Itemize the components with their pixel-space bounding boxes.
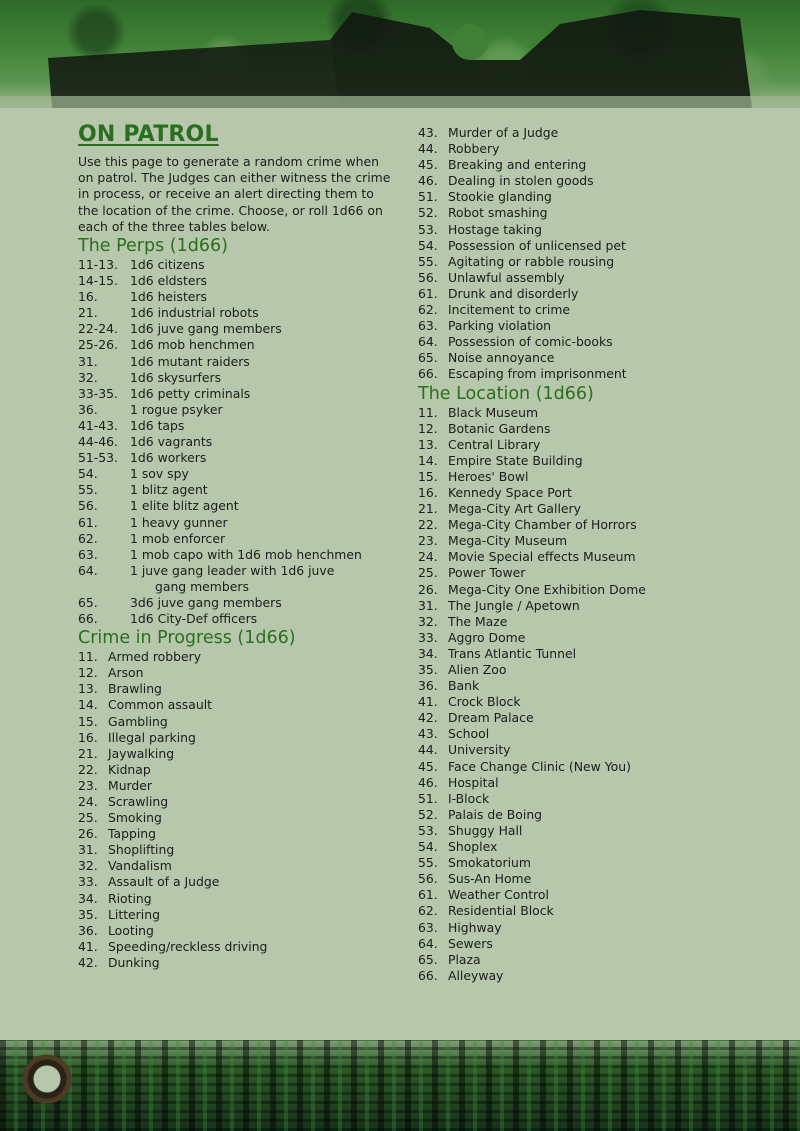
row-text: Plaza [448, 951, 481, 967]
row-text: 1d6 vagrants [130, 434, 213, 450]
roll-number: 46. [418, 774, 438, 790]
row-text: Incitement to crime [448, 302, 571, 318]
row-text: The Jungle / Apetown [448, 597, 580, 613]
roll-number: 45. [418, 157, 438, 173]
roll-number: 44-46. [78, 434, 118, 450]
roll-number: 63. [418, 919, 438, 935]
roll-number: 61. [78, 514, 98, 530]
roll-number: 11-13. [78, 257, 118, 273]
row-text: 1d6 City-Def officers [130, 611, 258, 627]
table-row [78, 482, 398, 498]
table-row [78, 665, 398, 681]
row-text: Mega-City Art Gallery [448, 501, 581, 517]
roll-number: 31. [78, 842, 98, 858]
roll-number: 44. [418, 742, 438, 758]
roll-number: 32. [78, 369, 98, 385]
roll-number: 46. [418, 173, 438, 189]
row-text: Agitating or rabble rousing [448, 253, 615, 269]
roll-number: 65. [418, 350, 438, 366]
roll-number: 53. [418, 822, 438, 838]
table-row [418, 759, 788, 775]
table-row [418, 302, 788, 318]
roll-number: 56. [418, 269, 438, 285]
table-row [418, 453, 788, 469]
row-text: Stookie glanding [448, 189, 552, 205]
roll-number: 22. [418, 517, 438, 533]
row-text: Parking violation [448, 318, 552, 334]
table-row [418, 485, 788, 501]
row-text: 1d6 eldsters [130, 273, 207, 289]
row-text: 1d6 petty criminals [130, 385, 251, 401]
row-text: Murder of a Judge [448, 125, 559, 140]
roll-number: 14-15. [78, 273, 118, 289]
roll-number: 22-24. [78, 321, 118, 337]
roll-number: 66. [418, 967, 438, 983]
table-row [78, 370, 398, 386]
roll-number: 66. [78, 611, 98, 627]
table-row [418, 887, 788, 903]
table-row [418, 421, 788, 437]
table-row [78, 810, 398, 826]
row-text: Jaywalking [108, 745, 175, 761]
roll-number: 25. [78, 810, 98, 826]
table-row [78, 778, 398, 794]
row-text: University [448, 742, 511, 758]
row-text: Smokatorium [448, 855, 531, 871]
row-text: Bank [448, 678, 480, 694]
row-text: Kennedy Space Port [448, 484, 572, 500]
table-row [78, 730, 398, 746]
roll-number: 14. [418, 452, 438, 468]
table-row [78, 794, 398, 810]
row-text: Black Museum [448, 404, 539, 420]
roll-number: 41-43. [78, 417, 118, 433]
row-text: Mega-City Museum [448, 533, 568, 549]
table-row [418, 839, 788, 855]
roll-number: 16. [78, 729, 98, 745]
table-row [418, 646, 788, 662]
table-row [78, 354, 398, 370]
table-row [78, 273, 398, 289]
table-row [78, 714, 398, 730]
roll-number: 13. [78, 681, 98, 697]
roll-number: 54. [78, 466, 98, 482]
row-text: Smoking [108, 810, 162, 826]
table-row [78, 418, 398, 434]
row-text: Noise annoyance [448, 350, 555, 366]
row-text: Hospital [448, 774, 499, 790]
table-row [418, 871, 788, 887]
roll-number: 55. [418, 855, 438, 871]
roll-number: 32. [78, 858, 98, 874]
table-row [78, 681, 398, 697]
table-row [418, 366, 788, 382]
row-text: Assault of a Judge [108, 874, 220, 890]
row-text: 1d6 mutant raiders [130, 353, 250, 369]
table-row [78, 321, 398, 337]
roll-number: 25-26. [78, 337, 118, 353]
row-text: Arson [108, 665, 144, 681]
table-row [78, 891, 398, 907]
roll-number: 51-53. [78, 450, 118, 466]
row-text: 1d6 juve gang members [130, 321, 282, 337]
roll-number: 54. [418, 237, 438, 253]
left-column [78, 118, 398, 971]
roll-number: 35. [78, 906, 98, 922]
row-text: Unlawful assembly [448, 269, 565, 285]
row-text-continued: gang members [155, 578, 249, 594]
row-text: 1d6 heisters [130, 289, 207, 305]
row-text: 1 blitz agent [130, 482, 208, 498]
roll-number: 52. [418, 205, 438, 221]
row-text: 1d6 skysurfers [130, 369, 222, 385]
row-text: Robbery [448, 141, 500, 157]
table-row [418, 936, 788, 952]
table-row [418, 630, 788, 646]
roll-number: 31. [78, 353, 98, 369]
header-banner-art [0, 0, 800, 108]
roll-number: 63. [418, 318, 438, 334]
roll-number: 16. [78, 289, 98, 305]
roll-number: 14. [78, 697, 98, 713]
row-text: Drunk and disorderly [448, 285, 579, 301]
roll-number: 33. [418, 629, 438, 645]
table-row [78, 305, 398, 321]
row-text: Littering [108, 906, 160, 922]
table-row [78, 337, 398, 353]
row-text: Vandalism [108, 858, 172, 874]
table-row [418, 694, 788, 710]
roll-number: 33. [78, 874, 98, 890]
table-row [78, 515, 398, 531]
roll-number: 12. [78, 665, 98, 681]
roll-number: 64. [418, 334, 438, 350]
row-text: 1d6 citizens [130, 257, 205, 273]
table-row [418, 173, 788, 189]
table-row [78, 874, 398, 890]
roll-number: 65. [78, 594, 98, 610]
row-text: Mega-City Chamber of Horrors [448, 517, 637, 533]
table-row [418, 334, 788, 350]
roll-number: 42. [418, 710, 438, 726]
table-row [418, 405, 788, 421]
roll-number: 23. [78, 777, 98, 793]
row-text: Gambling [108, 713, 168, 729]
table-row [78, 955, 398, 971]
roll-number: 52. [418, 806, 438, 822]
table-row [418, 726, 788, 742]
roll-number: 43. [418, 726, 438, 742]
table-row [418, 254, 788, 270]
row-text: Sewers [448, 935, 493, 951]
roll-number: 43. [418, 125, 438, 140]
crime-table-title: Crime in Progress (1d66) [78, 628, 296, 649]
table-row [418, 678, 788, 694]
table-row [78, 649, 398, 665]
row-text: School [448, 726, 490, 742]
roll-number: 62. [78, 530, 98, 546]
page-title: ON PATROL [78, 122, 219, 147]
table-row [418, 517, 788, 533]
roll-number: 63. [78, 546, 98, 562]
table-row [78, 450, 398, 466]
table-row [78, 762, 398, 778]
table-row [78, 386, 398, 402]
row-text: 1 mob capo with 1d6 mob henchmen [130, 546, 362, 562]
roll-number: 34. [78, 890, 98, 906]
roll-number: 15. [78, 713, 98, 729]
row-text: Residential Block [448, 903, 554, 919]
roll-number: 36. [78, 922, 98, 938]
row-text: 1 mob enforcer [130, 530, 226, 546]
table-row [78, 257, 398, 273]
table-row [78, 858, 398, 874]
table-row [418, 614, 788, 630]
roll-number: 33-35. [78, 385, 118, 401]
row-text: Scrawling [108, 794, 169, 810]
row-text: Trans Atlantic Tunnel [448, 645, 577, 661]
roll-number: 65. [418, 951, 438, 967]
table-row [78, 923, 398, 939]
table-row [418, 823, 788, 839]
table-row [78, 289, 398, 305]
table-row [418, 791, 788, 807]
roll-number: 36. [78, 401, 98, 417]
row-text: Looting [108, 922, 154, 938]
table-row [418, 565, 788, 581]
row-text: Weather Control [448, 887, 549, 903]
table-row [418, 742, 788, 758]
row-text: Movie Special effects Museum [448, 549, 636, 565]
roll-number: 26. [418, 581, 438, 597]
roll-number: 61. [418, 285, 438, 301]
table-row [418, 437, 788, 453]
roll-number: 56. [418, 871, 438, 887]
row-text: Tapping [108, 826, 157, 842]
table-row [78, 466, 398, 482]
roll-number: 35. [418, 662, 438, 677]
table-row [418, 952, 788, 968]
table-row [78, 611, 398, 627]
roll-number: 56. [78, 498, 98, 514]
table-row [418, 775, 788, 791]
roll-number: 32. [418, 613, 438, 629]
intro-text: Use this page to generate a random crime when on patrol. The Judges can either witness the crime in process, or receive an alert directing them to the location of the crime. Choose, or roll 1d66 on each of the three tables below. [78, 154, 391, 234]
row-text: The Maze [448, 613, 508, 629]
location-table-title: The Location (1d66) [418, 383, 594, 404]
table-row [78, 563, 398, 595]
row-text: 1 heavy gunner [130, 514, 228, 530]
row-text: Dealing in stolen goods [448, 173, 594, 189]
table-row [78, 434, 398, 450]
roll-number: 62. [418, 302, 438, 318]
roll-number: 21. [78, 305, 98, 321]
table-row [418, 222, 788, 238]
row-text: Alleyway [448, 967, 504, 983]
row-text: Armed robbery [108, 649, 202, 665]
roll-number: 51. [418, 790, 438, 806]
row-text: Highway [448, 919, 502, 935]
roll-number: 13. [418, 436, 438, 452]
table-row [78, 842, 398, 858]
row-text: Robot smashing [448, 205, 548, 221]
row-text: Possession of comic-books [448, 334, 613, 350]
table-row [78, 826, 398, 842]
roll-number: 22. [78, 761, 98, 777]
roll-number: 62. [418, 903, 438, 919]
roll-number: 61. [418, 887, 438, 903]
row-text: Aggro Dome [448, 629, 526, 645]
row-text: Heroes' Bowl [448, 468, 529, 484]
row-text: 1d6 industrial robots [130, 305, 259, 321]
roll-number: 53. [418, 221, 438, 237]
roll-number: 36. [418, 678, 438, 694]
table-row [418, 533, 788, 549]
roll-number: 15. [418, 468, 438, 484]
row-text: Possession of unlicensed pet [448, 237, 626, 253]
roll-number: 16. [418, 484, 438, 500]
row-text: Alien Zoo [448, 662, 507, 677]
roll-number: 21. [78, 745, 98, 761]
row-text: Face Change Clinic (New You) [448, 758, 631, 774]
table-row [418, 469, 788, 485]
row-text: Shuggy Hall [448, 822, 523, 838]
roll-number: 12. [418, 420, 438, 436]
row-text: Central Library [448, 436, 541, 452]
table-row [78, 402, 398, 418]
table-row [78, 939, 398, 955]
row-text: Brawling [108, 681, 162, 697]
perps-table-title: The Perps (1d66) [78, 236, 228, 257]
table-row [78, 595, 398, 611]
row-text: Hostage taking [448, 221, 543, 237]
row-text: Rioting [108, 890, 152, 906]
table-row [418, 286, 788, 302]
footer-banner-art [0, 1040, 800, 1131]
roll-number: 24. [418, 549, 438, 565]
row-text: 1d6 taps [130, 417, 185, 433]
table-row [418, 157, 788, 173]
roll-number: 42. [78, 954, 98, 970]
table-row [78, 907, 398, 923]
location-table [418, 405, 788, 984]
table-row [78, 746, 398, 762]
row-text: Dunking [108, 954, 160, 970]
roll-number: 21. [418, 501, 438, 517]
table-row [418, 968, 788, 984]
table-row [418, 662, 788, 678]
table-row [78, 547, 398, 563]
row-text: Escaping from imprisonment [448, 366, 627, 382]
row-text: Botanic Gardens [448, 420, 551, 436]
table-row [78, 531, 398, 547]
roll-number: 45. [418, 758, 438, 774]
table-row [418, 350, 788, 366]
roll-number: 64. [418, 935, 438, 951]
roll-number: 51. [418, 189, 438, 205]
crime-table [78, 649, 398, 971]
table-row [418, 582, 788, 598]
roll-number: 23. [418, 533, 438, 549]
row-text: 1d6 mob henchmen [130, 337, 255, 353]
table-row [418, 141, 788, 157]
table-row [418, 270, 788, 286]
row-text: 1 elite blitz agent [130, 498, 239, 514]
row-text: Crock Block [448, 694, 521, 710]
roll-number: 34. [418, 645, 438, 661]
row-text: Power Tower [448, 565, 526, 581]
roll-number: 41. [418, 694, 438, 710]
perps-table [78, 257, 398, 627]
row-text: Sus-An Home [448, 871, 532, 887]
roll-number: 66. [418, 366, 438, 382]
row-text: 1d6 workers [130, 450, 207, 466]
roll-number: 11. [78, 649, 98, 665]
row-text: Kidnap [108, 761, 151, 777]
roll-number: 41. [78, 938, 98, 954]
table-row [418, 238, 788, 254]
row-text: Mega-City One Exhibition Dome [448, 581, 646, 597]
table-row [418, 318, 788, 334]
roll-number: 55. [78, 482, 98, 498]
row-text: Dream Palace [448, 710, 534, 726]
row-text: Illegal parking [108, 729, 196, 745]
table-row [418, 205, 788, 221]
skyline-silhouette [0, 0, 800, 108]
right-column [418, 125, 788, 984]
crime-table-continued [418, 125, 788, 383]
row-text: Shoplex [448, 839, 498, 855]
row-text: Shoplifting [108, 842, 175, 858]
roll-number: 26. [78, 826, 98, 842]
table-row [418, 807, 788, 823]
table-row [418, 125, 788, 141]
row-text: I-Block [448, 790, 490, 806]
row-text: 1 sov spy [130, 466, 189, 482]
roll-number: 55. [418, 253, 438, 269]
row-text: Speeding/reckless driving [108, 938, 268, 954]
table-row [418, 501, 788, 517]
row-text: 1 rogue psyker [130, 401, 223, 417]
table-row [418, 549, 788, 565]
row-text: 3d6 juve gang members [130, 594, 282, 610]
table-row [418, 710, 788, 726]
table-row [418, 903, 788, 919]
table-row [418, 920, 788, 936]
row-text: Empire State Building [448, 452, 583, 468]
row-text: Common assault [108, 697, 212, 713]
row-text: Breaking and entering [448, 157, 587, 173]
roll-number: 25. [418, 565, 438, 581]
roll-number: 64. [78, 562, 98, 578]
row-text: Palais de Boing [448, 806, 543, 822]
table-row [418, 855, 788, 871]
row-text: Murder [108, 777, 153, 793]
table-row [418, 189, 788, 205]
roll-number: 44. [418, 141, 438, 157]
roll-number: 54. [418, 839, 438, 855]
roll-number: 11. [418, 404, 438, 420]
row-text: 1 juve gang leader with 1d6 juve [130, 562, 335, 578]
table-row [78, 697, 398, 713]
roll-number: 31. [418, 597, 438, 613]
judge-badge-icon [22, 1054, 72, 1104]
roll-number: 24. [78, 794, 98, 810]
table-row [78, 498, 398, 514]
table-row [418, 598, 788, 614]
